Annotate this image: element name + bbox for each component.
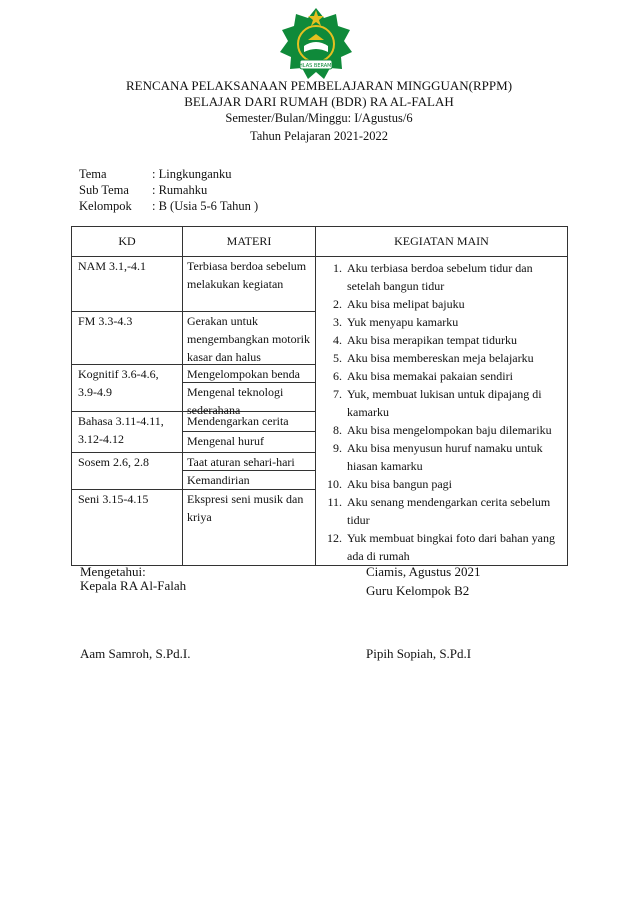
doc-subtitle: BELAJAR DARI RUMAH (BDR) RA AL-FALAH [184,94,454,109]
kd-item: NAM 3.1,-4.1 [72,257,182,312]
kd-item: Sosem 2.6, 2.8 [72,453,182,490]
kd-item: Seni 3.15-4.15 [78,492,149,506]
kegiatan-num: 9. [333,441,342,455]
sig-left-name: Aam Samroh, S.Pd.I. [80,646,191,661]
info-key: Kelompok [79,199,132,213]
kegiatan-item [322,529,563,565]
table-body-row [72,257,568,566]
materi-item: Mengenal huruf [183,432,315,453]
kegiatan-num: 4. [333,333,342,347]
kegiatan-num: 8. [333,423,342,437]
kegiatan-text: Aku bisa mengelompokan baju dilemariku [347,423,552,437]
kegiatan-num: 2. [333,297,342,311]
kegiatan-num: 12. [327,531,342,545]
info-key: Sub Tema [79,183,129,197]
kegiatan-text: Yuk, membuat lukisan untuk dipajang di kamarku [347,387,542,419]
svg-text:IKHLAS BERAMAL: IKHLAS BERAMAL [294,63,338,69]
info-value: : Lingkunganku [152,167,232,181]
kemenag-logo [274,6,358,84]
kegiatan-text: Aku bisa membereskan meja belajarku [347,351,534,365]
materi-item: Terbiasa berdoa sebelum melakukan kegiatan [183,257,315,312]
sig-right-name: Pipih Sopiah, S.Pd.I [366,646,472,661]
kegiatan-item [322,313,563,331]
kegiatan-text: Aku bisa merapikan tempat tidurku [347,333,517,347]
header-kegiatan: KEGIATAN MAIN [316,227,568,257]
materi-item: Mengelompokan benda [183,365,315,383]
materi-column [183,257,316,566]
doc-title: RENCANA PELAKSANAAN PEMBELAJARAN MINGGUAN(RPPM) [125,78,513,93]
info-value: : Rumahku [152,183,208,197]
materi-item: Taat aturan sehari-hari [183,453,315,471]
kegiatan-item [322,295,563,313]
kegiatan-text: Yuk membuat bingkai foto dari bahan yang ada di rumah [347,531,555,563]
sig-left-label1: Mengetahui: [80,564,146,579]
kegiatan-num: 7. [333,387,342,401]
semester-line: Semester/Bulan/Minggu: I/Agustus/6 [225,111,413,125]
kegiatan-num: 6. [333,369,342,383]
kemenag-emblem-icon [274,6,358,84]
materi-item: Kemandirian [183,471,315,490]
kegiatan-num: 10. [327,477,342,491]
kd-column [72,257,183,566]
kegiatan-text: Aku bisa bangun pagi [347,477,452,491]
kegiatan-item [322,475,563,493]
rppm-table [71,226,568,566]
kegiatan-text: Aku bisa memakai pakaian sendiri [347,369,513,383]
sig-left-label2: Kepala RA Al-Falah [80,578,187,593]
info-tema [79,166,232,182]
kd-item: Bahasa 3.11-4.11, 3.12-4.12 [72,412,182,453]
kegiatan-item [322,493,563,529]
materi-item: Gerakan untuk mengembangkan motorik kasar dan halus [183,312,315,365]
sig-right-label2: Guru Kelompok B2 [366,583,470,598]
kd-item: Kognitif 3.6-4.6, 3.9-4.9 [72,365,182,412]
kegiatan-item [322,367,563,385]
kegiatan-item [322,259,563,295]
kegiatan-item [322,421,563,439]
kegiatan-text: Aku terbiasa berdoa sebelum tidur dan setelah bangun tidur [347,261,533,293]
kegiatan-text: Aku bisa melipat bajuku [347,297,465,311]
kegiatan-text: Aku bisa menyusun huruf namaku untuk hiasan kamarku [347,441,543,473]
kegiatan-item [322,439,563,475]
kegiatan-num: 5. [333,351,342,365]
materi-item: Mengenal teknologi sederahana [183,383,315,412]
kegiatan-text: Yuk menyapu kamarku [347,315,459,329]
materi-item: Mendengarkan cerita [183,412,315,432]
sig-right-label1: Ciamis, Agustus 2021 [366,564,481,579]
info-key: Tema [79,167,107,181]
header-materi: MATERI [183,227,316,257]
kegiatan-column [316,257,568,566]
kegiatan-text: Aku senang mendengarkan cerita sebelum tidur [347,495,551,527]
header-kd: KD [72,227,183,257]
info-value: : B (Usia 5-6 Tahun ) [152,199,259,213]
kegiatan-num: 3. [333,315,342,329]
kegiatan-item [322,349,563,367]
kegiatan-item [322,331,563,349]
school-year: Tahun Pelajaran 2021-2022 [250,129,388,143]
kegiatan-item [322,385,563,421]
table-header-row [72,227,568,257]
kegiatan-num: 1. [333,261,342,275]
kegiatan-num: 11. [327,495,342,509]
info-subtema [79,182,207,198]
info-kelompok [79,198,258,214]
kd-item: FM 3.3-4.3 [72,312,182,365]
materi-item: Ekspresi seni musik dan kriya [187,492,304,524]
